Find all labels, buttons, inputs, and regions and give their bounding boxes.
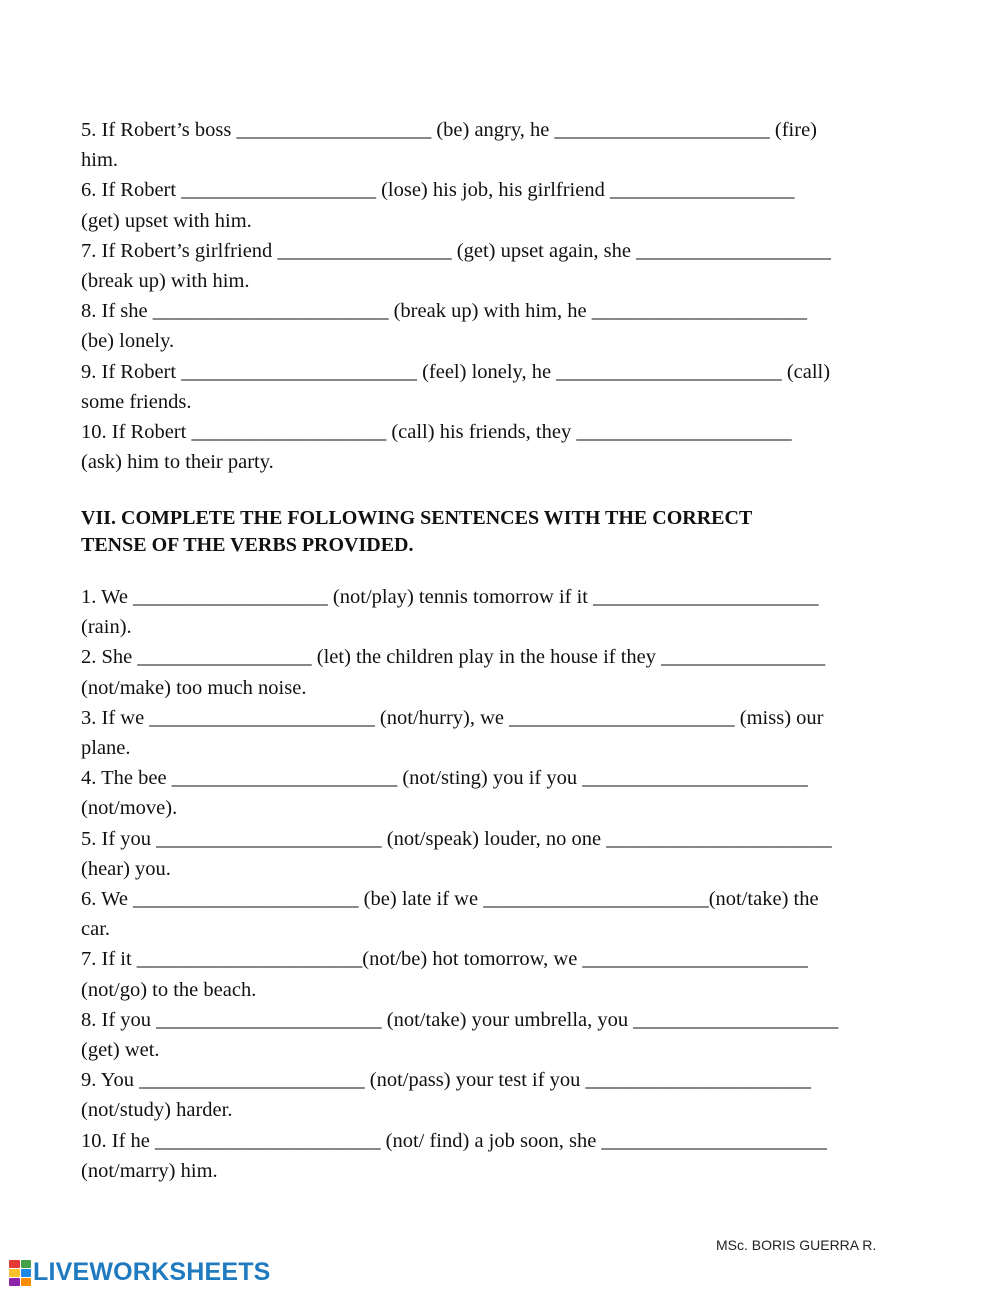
author-credit: MSc. BORIS GUERRA R. bbox=[716, 1237, 877, 1253]
logo-square bbox=[21, 1278, 32, 1286]
list-item bbox=[81, 115, 931, 175]
list-item bbox=[81, 296, 931, 356]
logo-square bbox=[21, 1269, 32, 1277]
item-line: (rain). bbox=[81, 616, 132, 639]
item-line: him. bbox=[81, 149, 119, 172]
item-line: (not/marry) him. bbox=[81, 1159, 218, 1182]
item-line: (not/make) too much noise. bbox=[81, 676, 307, 699]
liveworksheets-brand[interactable] bbox=[9, 1258, 271, 1287]
item-line: 1. We ___________________ (not/play) tennis tomorrow if it ______________________ bbox=[81, 586, 819, 608]
item-line: (be) lonely. bbox=[81, 330, 175, 353]
brand-wordmark: LIVEWORKSHEETS bbox=[33, 1258, 271, 1286]
item-line: 9. You ______________________ (not/pass) your test if you ______________________ bbox=[81, 1069, 812, 1092]
item-line: 5. If Robert’s boss ___________________ (be) angry, he _____________________ (fire) bbox=[81, 119, 817, 141]
item-line: 2. She _________________ (let) the children play in the house if they ________________ bbox=[81, 646, 826, 669]
item-line: 4. The bee ______________________ (not/sting) you if you ______________________ bbox=[81, 767, 808, 790]
list-item bbox=[81, 944, 931, 1004]
item-line: 9. If Robert _______________________ (feel) lonely, he ______________________ (call) bbox=[81, 360, 831, 383]
item-line: (break up) with him. bbox=[81, 270, 250, 293]
list-item bbox=[81, 1065, 931, 1125]
logo-square bbox=[9, 1260, 20, 1268]
item-line: 5. If you ______________________ (not/speak) louder, no one ______________________ bbox=[81, 827, 832, 850]
logo-square bbox=[9, 1269, 20, 1277]
item-line: some friends. bbox=[81, 390, 192, 413]
item-line: 6. If Robert ___________________ (lose) his job, his girlfriend __________________ bbox=[81, 179, 795, 202]
list-item bbox=[81, 357, 931, 417]
list-item bbox=[81, 1005, 931, 1065]
item-line: (not/move). bbox=[81, 797, 178, 820]
item-line: 10. If Robert ___________________ (call) his friends, they _____________________ bbox=[81, 421, 792, 444]
list-item bbox=[81, 824, 931, 884]
list-item bbox=[81, 763, 931, 823]
list-item bbox=[81, 642, 931, 702]
item-line: 7. If Robert’s girlfriend _________________ (get) upset again, she ___________________ bbox=[81, 239, 831, 262]
item-line: 8. If she _______________________ (break up) with him, he _____________________ bbox=[81, 300, 807, 323]
item-line: 10. If he ______________________ (not/ find) a job soon, she ______________________ bbox=[81, 1129, 827, 1152]
logo-square bbox=[9, 1278, 20, 1286]
item-line: (get) wet. bbox=[81, 1039, 160, 1062]
list-item bbox=[81, 703, 931, 763]
liveworksheets-logo-icon bbox=[9, 1260, 31, 1286]
logo-square bbox=[21, 1260, 32, 1268]
section-six-list bbox=[81, 115, 931, 477]
item-line: (ask) him to their party. bbox=[81, 451, 274, 474]
list-item bbox=[81, 1126, 931, 1186]
heading-line: TENSE OF THE VERBS PROVIDED. bbox=[81, 534, 414, 556]
list-item bbox=[81, 236, 931, 296]
heading-line: VII. COMPLETE THE FOLLOWING SENTENCES WITH THE CORRECT bbox=[81, 507, 753, 529]
item-line: (hear) you. bbox=[81, 857, 171, 880]
list-item bbox=[81, 175, 931, 235]
list-item bbox=[81, 582, 931, 642]
item-line: 6. We ______________________ (be) late if we ______________________(not/take) the bbox=[81, 888, 819, 911]
item-line: plane. bbox=[81, 737, 131, 760]
section-seven-heading bbox=[81, 505, 941, 559]
item-line: car. bbox=[81, 918, 111, 941]
item-line: (not/go) to the beach. bbox=[81, 978, 257, 1001]
item-line: 7. If it ______________________(not/be) hot tomorrow, we ______________________ bbox=[81, 948, 808, 971]
section-seven-list bbox=[81, 582, 931, 1186]
item-line: (get) upset with him. bbox=[81, 209, 252, 232]
item-line: 8. If you ______________________ (not/take) your umbrella, you ____________________ bbox=[81, 1008, 839, 1031]
item-line: (not/study) harder. bbox=[81, 1099, 233, 1122]
list-item bbox=[81, 417, 931, 477]
item-line: 3. If we ______________________ (not/hurry), we ______________________ (miss) our bbox=[81, 706, 824, 729]
list-item bbox=[81, 884, 931, 944]
